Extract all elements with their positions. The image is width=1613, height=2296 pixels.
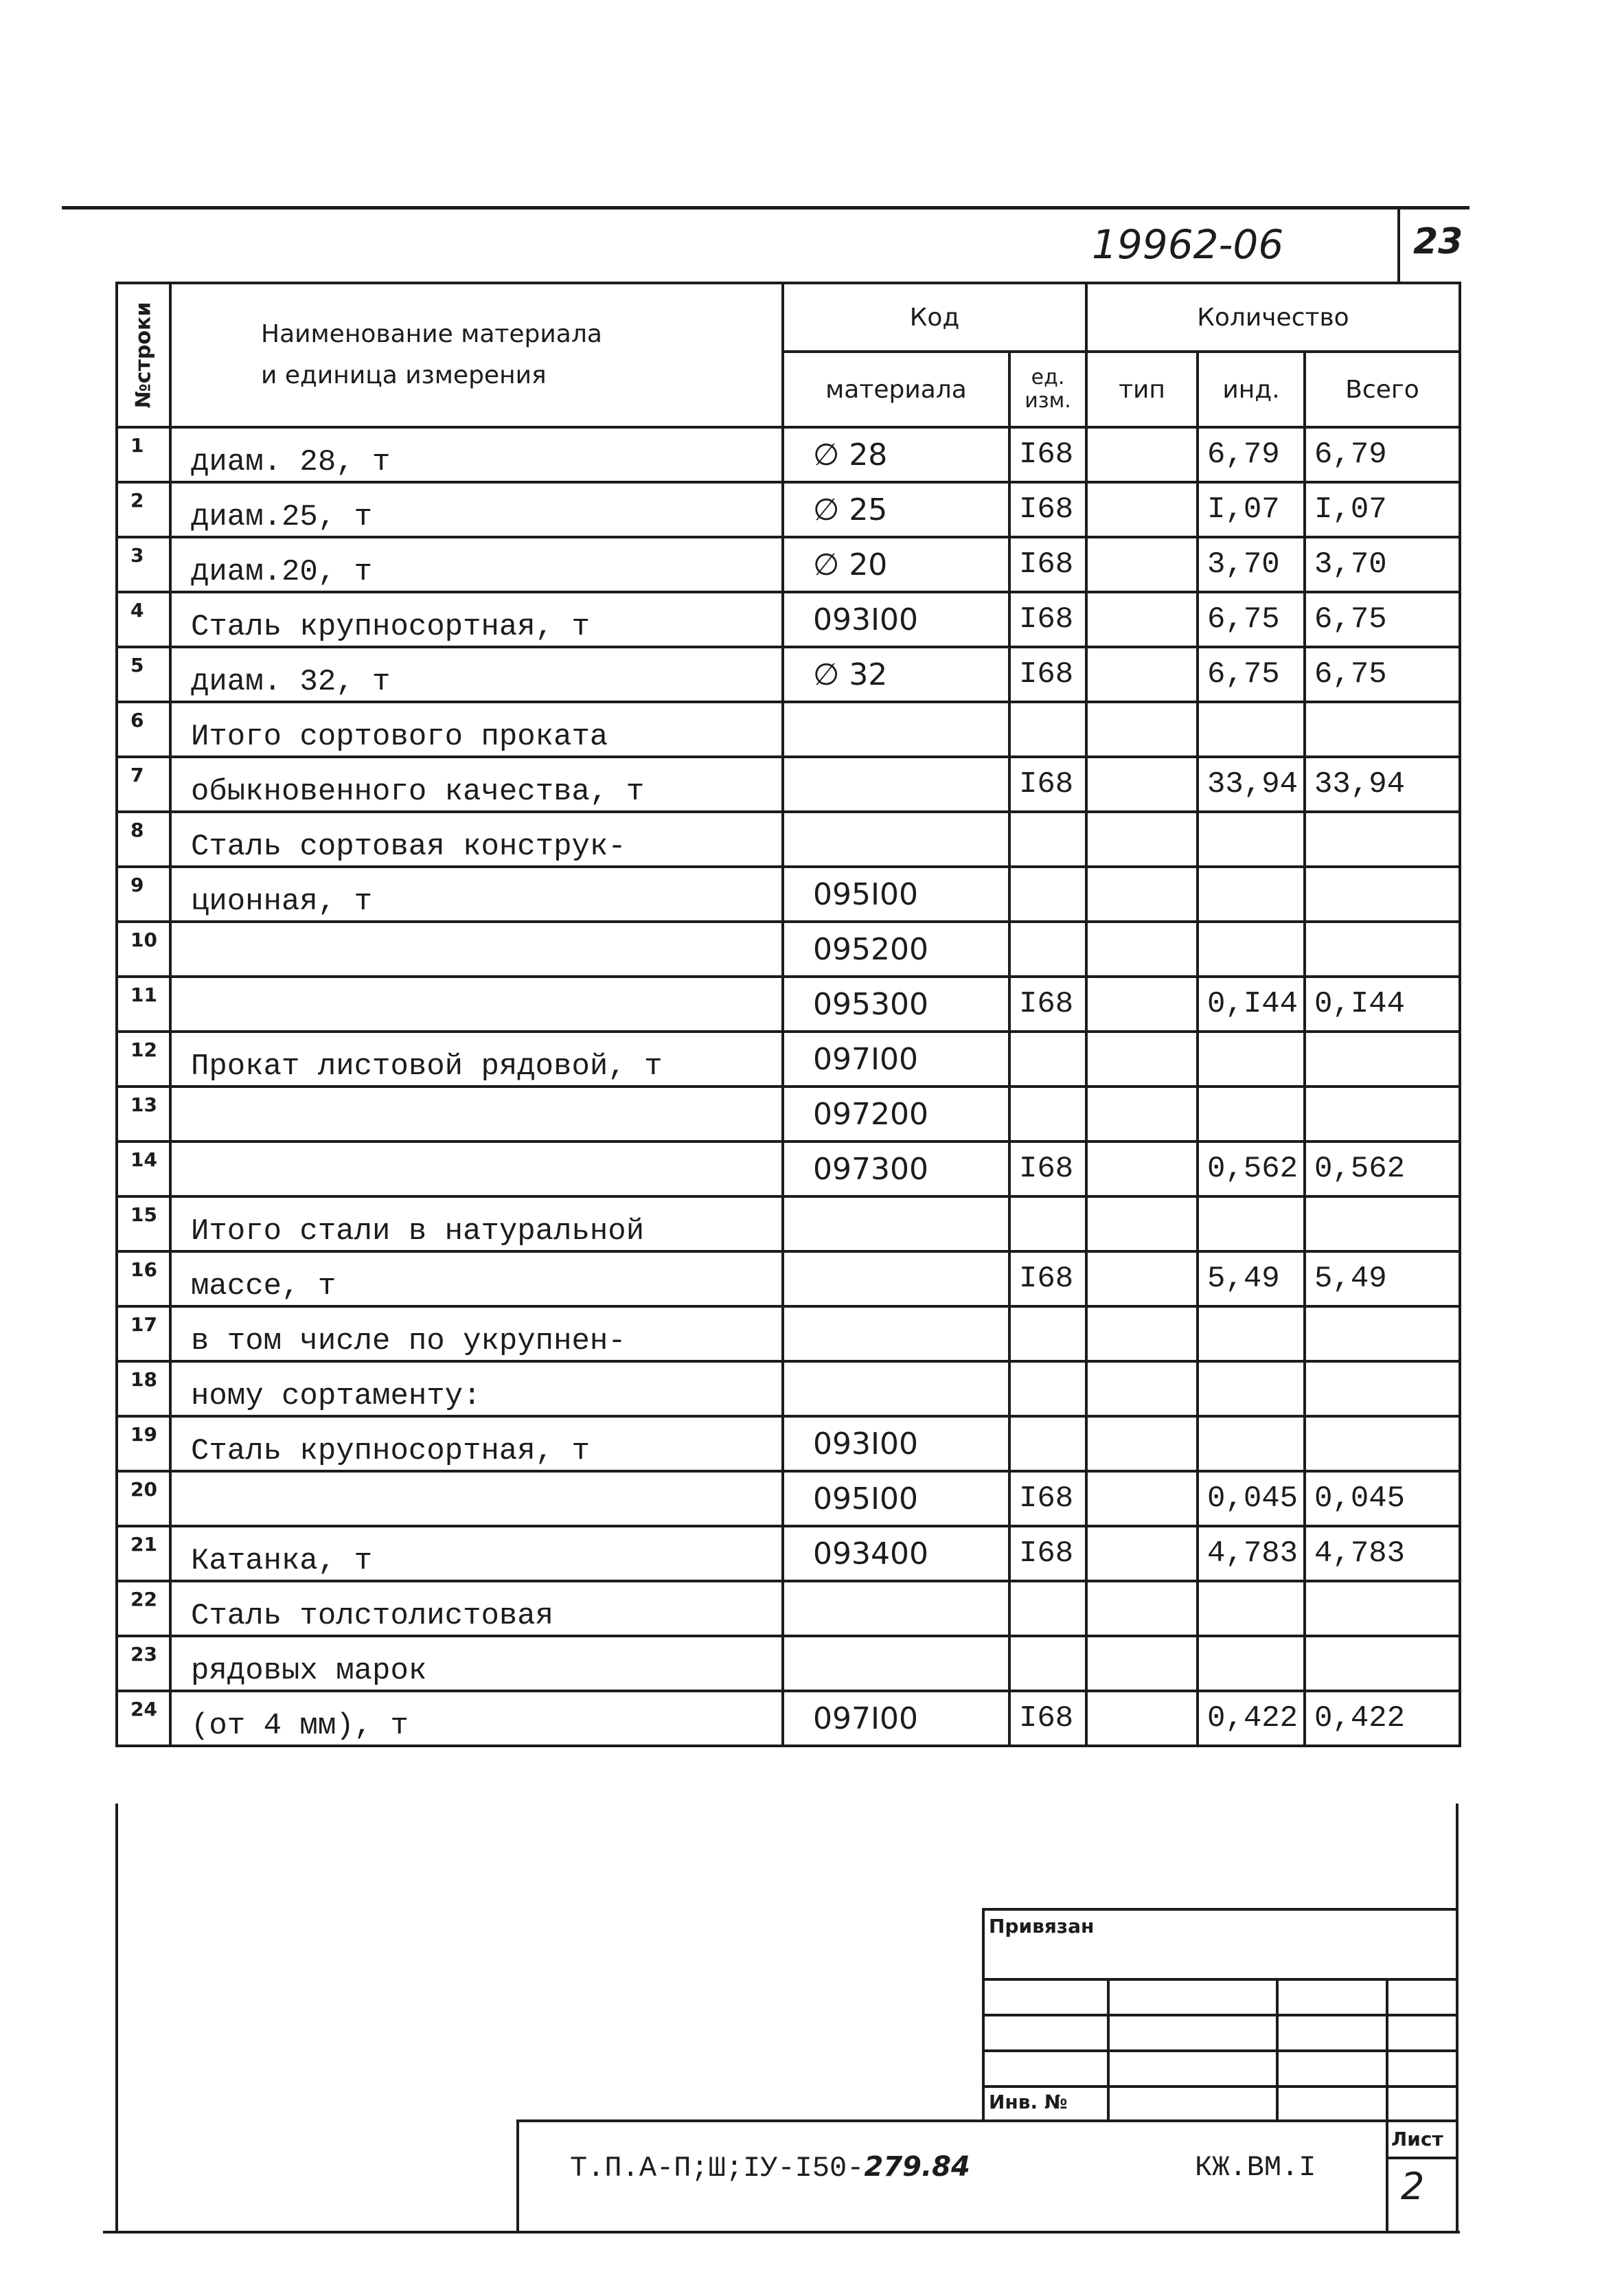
stamp-top-border <box>516 2119 1458 2122</box>
qty-type-cell <box>1086 1141 1198 1196</box>
unit-code-cell <box>1009 1581 1086 1636</box>
table-row <box>117 1141 1460 1196</box>
qty-total-cell: 6,79 <box>1305 427 1460 482</box>
row-number-cell: 9 <box>117 867 170 922</box>
qty-individual-cell: 0,045 <box>1198 1471 1305 1526</box>
row-number-cell: 22 <box>117 1581 170 1636</box>
qty-type-cell <box>1086 1526 1198 1581</box>
material-table <box>115 282 1461 1747</box>
row-number-cell: 16 <box>117 1251 170 1306</box>
frame-left-border <box>115 1804 118 2232</box>
top-sheet-divider <box>1397 206 1400 282</box>
unit-code-cell <box>1009 1636 1086 1691</box>
material-name-cell: диам. 28, т <box>170 427 783 482</box>
inventory-label: Инв. № <box>989 2091 1068 2113</box>
row-number-cell: 23 <box>117 1636 170 1691</box>
row-number-cell: 5 <box>117 647 170 702</box>
header-type: тип <box>1086 352 1198 427</box>
project-code-print: Т.П.А-П;Ш;IУ-I50- <box>570 2152 865 2185</box>
qty-type-cell <box>1086 1032 1198 1087</box>
material-name-cell <box>170 922 783 977</box>
header-row-number-label: №строки <box>131 302 156 409</box>
frame-bottom-border <box>103 2231 1460 2234</box>
qty-individual-cell: 5,49 <box>1198 1251 1305 1306</box>
qty-total-cell: 0,562 <box>1305 1141 1460 1196</box>
material-code-cell: ∅ 25 <box>783 482 1009 537</box>
unit-code-cell: I68 <box>1009 537 1086 592</box>
row-number-cell: 21 <box>117 1526 170 1581</box>
material-name-cell: диам.20, т <box>170 537 783 592</box>
qty-total-cell <box>1305 1416 1460 1471</box>
qty-total-cell: 0,I44 <box>1305 977 1460 1032</box>
row-number-cell: 14 <box>117 1141 170 1196</box>
sheet-label: Лист <box>1391 2128 1443 2150</box>
material-name-cell: массе, т <box>170 1251 783 1306</box>
row-number-cell: 12 <box>117 1032 170 1087</box>
material-code-cell <box>783 702 1009 757</box>
project-code-handwritten: 279.84 <box>864 2151 970 2183</box>
material-name-cell: диам. 32, т <box>170 647 783 702</box>
material-code-cell <box>783 1636 1009 1691</box>
unit-code-cell: I68 <box>1009 1251 1086 1306</box>
qty-individual-cell <box>1198 1196 1305 1251</box>
qty-type-cell <box>1086 867 1198 922</box>
material-name-cell: Итого стали в натуральной <box>170 1196 783 1251</box>
table-row <box>117 1251 1460 1306</box>
material-name-cell: Сталь крупносортная, т <box>170 592 783 647</box>
qty-total-cell <box>1305 1306 1460 1361</box>
table-row <box>117 1691 1460 1746</box>
material-name-cell: Катанка, т <box>170 1526 783 1581</box>
qty-individual-cell <box>1198 867 1305 922</box>
material-code-cell <box>783 1581 1009 1636</box>
row-number-cell: 8 <box>117 812 170 867</box>
material-code-cell <box>783 1251 1009 1306</box>
row-number-cell: 17 <box>117 1306 170 1361</box>
table-row <box>117 537 1460 592</box>
sheet-box-left <box>1386 2119 1388 2232</box>
qty-type-cell <box>1086 977 1198 1032</box>
top-frame-line <box>62 206 1469 209</box>
bound-col-line-1 <box>1107 1978 1110 2121</box>
qty-individual-cell <box>1198 812 1305 867</box>
qty-total-cell: 4,783 <box>1305 1526 1460 1581</box>
table-row <box>117 812 1460 867</box>
unit-code-cell: I68 <box>1009 427 1086 482</box>
table-row <box>117 1471 1460 1526</box>
unit-code-cell: I68 <box>1009 757 1086 812</box>
material-code-cell <box>783 757 1009 812</box>
table-row <box>117 482 1460 537</box>
material-name-cell <box>170 1471 783 1526</box>
material-name-cell <box>170 1141 783 1196</box>
qty-type-cell <box>1086 592 1198 647</box>
row-number-cell: 2 <box>117 482 170 537</box>
qty-type-cell <box>1086 922 1198 977</box>
material-code-cell <box>783 1361 1009 1416</box>
unit-code-cell <box>1009 812 1086 867</box>
row-number-cell: 10 <box>117 922 170 977</box>
qty-type-cell <box>1086 1361 1198 1416</box>
material-code-cell <box>783 1306 1009 1361</box>
bound-label: Привязан <box>989 1915 1095 1937</box>
unit-code-cell <box>1009 1032 1086 1087</box>
table-row <box>117 1581 1460 1636</box>
header-individual: инд. <box>1198 352 1305 427</box>
qty-individual-cell <box>1198 1636 1305 1691</box>
unit-code-cell: I68 <box>1009 1141 1086 1196</box>
bound-block-top <box>982 1908 1458 1911</box>
qty-individual-cell <box>1198 1416 1305 1471</box>
qty-individual-cell: 3,70 <box>1198 537 1305 592</box>
qty-type-cell <box>1086 1636 1198 1691</box>
unit-code-cell <box>1009 1416 1086 1471</box>
qty-total-cell: 33,94 <box>1305 757 1460 812</box>
material-code-cell: 097300 <box>783 1141 1009 1196</box>
qty-type-cell <box>1086 1087 1198 1141</box>
qty-type-cell <box>1086 537 1198 592</box>
row-number-cell: 18 <box>117 1361 170 1416</box>
row-number-cell: 1 <box>117 427 170 482</box>
row-number-cell: 24 <box>117 1691 170 1746</box>
material-name-cell: обыкновенного качества, т <box>170 757 783 812</box>
unit-code-cell <box>1009 867 1086 922</box>
qty-type-cell <box>1086 1306 1198 1361</box>
document-number: 19962-06 <box>1092 221 1284 268</box>
qty-type-cell <box>1086 482 1198 537</box>
qty-individual-cell: 0,562 <box>1198 1141 1305 1196</box>
material-code-cell: 093I00 <box>783 592 1009 647</box>
qty-type-cell <box>1086 1251 1198 1306</box>
sheet-box-divider <box>1386 2157 1458 2159</box>
material-name-cell <box>170 1087 783 1141</box>
qty-total-cell: 5,49 <box>1305 1251 1460 1306</box>
row-number-cell: 3 <box>117 537 170 592</box>
unit-code-cell: I68 <box>1009 592 1086 647</box>
table-row <box>117 427 1460 482</box>
qty-type-cell <box>1086 647 1198 702</box>
unit-code-cell <box>1009 1361 1086 1416</box>
qty-individual-cell: 4,783 <box>1198 1526 1305 1581</box>
qty-individual-cell <box>1198 1087 1305 1141</box>
qty-type-cell <box>1086 1416 1198 1471</box>
qty-individual-cell: 6,79 <box>1198 427 1305 482</box>
material-code-cell: 093I00 <box>783 1416 1009 1471</box>
bound-col-line-2 <box>1276 1978 1279 2121</box>
unit-code-cell <box>1009 702 1086 757</box>
qty-individual-cell: 6,75 <box>1198 592 1305 647</box>
qty-total-cell <box>1305 1196 1460 1251</box>
qty-total-cell <box>1305 1581 1460 1636</box>
table-row <box>117 867 1460 922</box>
table-row <box>117 1416 1460 1471</box>
qty-individual-cell: 33,94 <box>1198 757 1305 812</box>
qty-individual-cell: 0,422 <box>1198 1691 1305 1746</box>
material-code-cell <box>783 1196 1009 1251</box>
table-row <box>117 1361 1460 1416</box>
unit-code-cell: I68 <box>1009 1691 1086 1746</box>
qty-type-cell <box>1086 757 1198 812</box>
table-row <box>117 1032 1460 1087</box>
material-code-cell: 097200 <box>783 1087 1009 1141</box>
qty-individual-cell: 6,75 <box>1198 647 1305 702</box>
unit-code-cell <box>1009 1196 1086 1251</box>
sheet-number-top: 23 <box>1413 221 1463 262</box>
material-code-cell: 095200 <box>783 922 1009 977</box>
qty-type-cell <box>1086 1581 1198 1636</box>
qty-total-cell <box>1305 1032 1460 1087</box>
qty-type-cell <box>1086 427 1198 482</box>
table-row <box>117 977 1460 1032</box>
row-number-cell: 20 <box>117 1471 170 1526</box>
unit-code-cell <box>1009 922 1086 977</box>
material-name-cell: Итого сортового проката <box>170 702 783 757</box>
sheet-number: 2 <box>1401 2165 1425 2208</box>
row-number-cell: 6 <box>117 702 170 757</box>
material-name-cell: Сталь сортовая конструк- <box>170 812 783 867</box>
material-code-cell: 095I00 <box>783 867 1009 922</box>
material-code-cell <box>783 812 1009 867</box>
qty-individual-cell: I,07 <box>1198 482 1305 537</box>
qty-total-cell <box>1305 867 1460 922</box>
qty-total-cell <box>1305 1087 1460 1141</box>
table-row <box>117 702 1460 757</box>
table-row <box>117 1087 1460 1141</box>
qty-type-cell <box>1086 812 1198 867</box>
unit-code-cell: I68 <box>1009 482 1086 537</box>
material-code-cell: 095I00 <box>783 1471 1009 1526</box>
table-row <box>117 757 1460 812</box>
material-code-cell: ∅ 32 <box>783 647 1009 702</box>
qty-individual-cell <box>1198 1361 1305 1416</box>
header-row-number <box>117 283 170 427</box>
stamp-left-border <box>516 2119 519 2232</box>
qty-total-cell: 0,422 <box>1305 1691 1460 1746</box>
qty-individual-cell <box>1198 1581 1305 1636</box>
header-code-material: материала <box>783 352 1009 427</box>
table-row <box>117 1636 1460 1691</box>
unit-code-cell: I68 <box>1009 977 1086 1032</box>
material-code-cell: 095300 <box>783 977 1009 1032</box>
unit-code-cell: I68 <box>1009 1471 1086 1526</box>
material-name-cell: (от 4 мм), т <box>170 1691 783 1746</box>
material-name-cell: диам.25, т <box>170 482 783 537</box>
row-number-cell: 13 <box>117 1087 170 1141</box>
qty-total-cell <box>1305 812 1460 867</box>
material-name-cell: Прокат листовой рядовой, т <box>170 1032 783 1087</box>
material-name-cell: рядовых марок <box>170 1636 783 1691</box>
material-name-cell: ному сортаменту: <box>170 1361 783 1416</box>
row-number-cell: 4 <box>117 592 170 647</box>
unit-code-cell: I68 <box>1009 647 1086 702</box>
material-code-cell: 097I00 <box>783 1691 1009 1746</box>
qty-total-cell: 6,75 <box>1305 592 1460 647</box>
qty-individual-cell <box>1198 922 1305 977</box>
qty-type-cell <box>1086 1471 1198 1526</box>
qty-total-cell <box>1305 1361 1460 1416</box>
material-code-cell: ∅ 20 <box>783 537 1009 592</box>
material-name-cell <box>170 977 783 1032</box>
material-code-cell: ∅ 28 <box>783 427 1009 482</box>
qty-total-cell <box>1305 922 1460 977</box>
material-name-cell: Сталь толстолистовая <box>170 1581 783 1636</box>
qty-total-cell: 0,045 <box>1305 1471 1460 1526</box>
qty-total-cell: 6,75 <box>1305 647 1460 702</box>
table-row <box>117 1526 1460 1581</box>
qty-total-cell: 3,70 <box>1305 537 1460 592</box>
material-name-cell: Сталь крупносортная, т <box>170 1416 783 1471</box>
row-number-cell: 7 <box>117 757 170 812</box>
row-number-cell: 11 <box>117 977 170 1032</box>
material-name-cell: ционная, т <box>170 867 783 922</box>
row-number-cell: 15 <box>117 1196 170 1251</box>
qty-individual-cell: 0,I44 <box>1198 977 1305 1032</box>
table-row <box>117 1196 1460 1251</box>
qty-individual-cell <box>1198 1306 1305 1361</box>
qty-total-cell <box>1305 702 1460 757</box>
header-material-name: Наименование материала и единица измерения <box>170 283 783 427</box>
qty-type-cell <box>1086 702 1198 757</box>
unit-code-cell <box>1009 1087 1086 1141</box>
unit-code-cell <box>1009 1306 1086 1361</box>
header-total: Всего <box>1305 352 1460 427</box>
table-row <box>117 1306 1460 1361</box>
document-mark: КЖ.ВМ.I <box>1195 2151 1316 2184</box>
project-code <box>570 2151 970 2185</box>
table-row <box>117 592 1460 647</box>
table-row <box>117 922 1460 977</box>
qty-individual-cell <box>1198 1032 1305 1087</box>
material-name-cell: в том числе по укрупнен- <box>170 1306 783 1361</box>
header-quantity: Количество <box>1086 283 1460 352</box>
qty-total-cell <box>1305 1636 1460 1691</box>
table-row <box>117 647 1460 702</box>
material-code-cell: 097I00 <box>783 1032 1009 1087</box>
qty-total-cell: I,07 <box>1305 482 1460 537</box>
bound-col-line-3 <box>1386 1978 1388 2121</box>
row-number-cell: 19 <box>117 1416 170 1471</box>
qty-type-cell <box>1086 1691 1198 1746</box>
header-unit: ед. изм. <box>1009 352 1086 427</box>
unit-code-cell: I68 <box>1009 1526 1086 1581</box>
qty-type-cell <box>1086 1196 1198 1251</box>
material-code-cell: 093400 <box>783 1526 1009 1581</box>
frame-right-border <box>1456 1804 1458 2232</box>
header-code: Код <box>783 283 1086 352</box>
qty-individual-cell <box>1198 702 1305 757</box>
